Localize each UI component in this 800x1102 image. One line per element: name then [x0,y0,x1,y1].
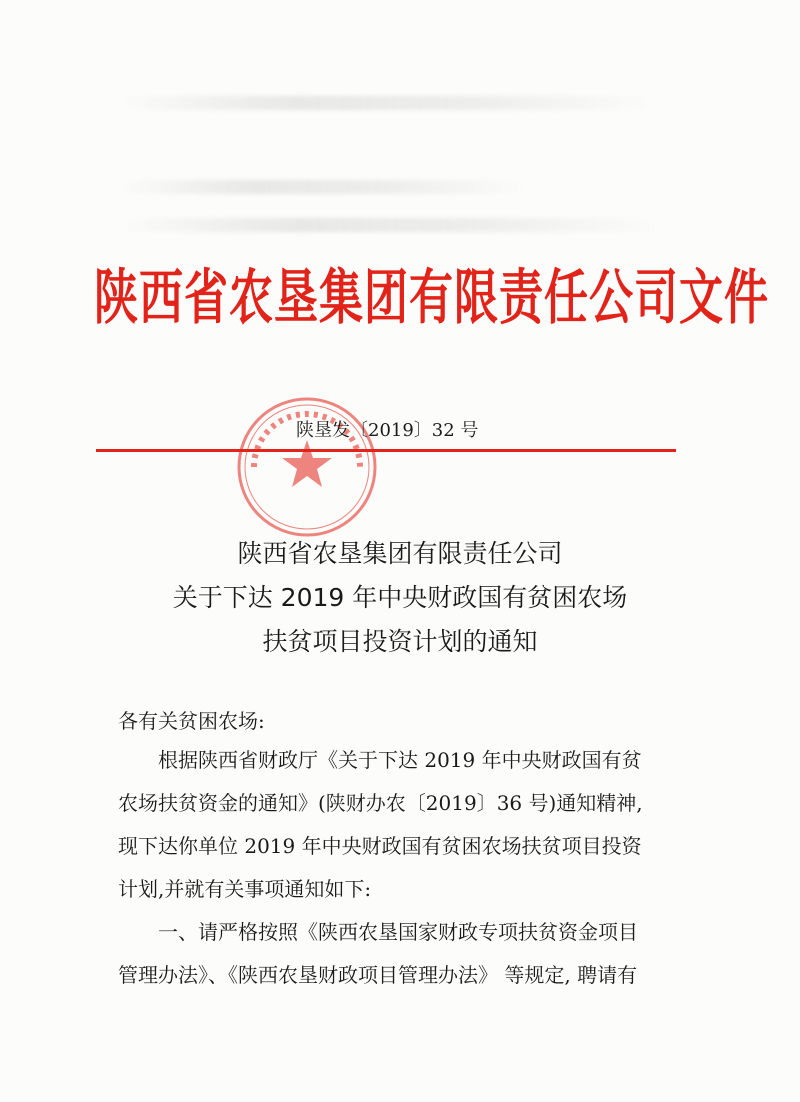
header-divider [96,449,676,452]
bleed-through-line [118,218,663,232]
notice-title-line: 关于下达 2019 年中央财政国有贫困农场 [172,583,628,612]
body-line: 一、请严格按照《陕西农垦国家财政专项扶贫资金项目 [118,920,638,944]
bleed-through-line [118,96,658,110]
addressee: 各有关贫困农场: [118,709,265,733]
document-number: 陕垦发〔2019〕32 号 [296,420,479,441]
body-line: 计划,并就有关事项通知如下: [118,877,372,901]
body-line: 现下达你单位 2019 年中央财政国有贫困农场扶贫项目投资 [118,834,642,858]
notice-title-line: 扶贫项目投资计划的通知 [262,627,538,656]
body-line: 管理办法》、《陕西农垦财政项目管理办法》 等规定, 聘请有 [118,963,638,987]
official-seal-icon [232,392,382,542]
document-header-title: 陕西省农垦集团有限责任公司文件 [94,264,769,333]
bleed-through-line [118,180,528,194]
notice-title [60,532,740,664]
notice-title-line: 陕西省农垦集团有限责任公司 [237,539,563,568]
body-line: 农场扶贫资金的通知》(陕财办农〔2019〕36 号)通知精神, [118,791,643,815]
body-line: 根据陕西省财政厅《关于下达 2019 年中央财政国有贫 [118,748,642,772]
